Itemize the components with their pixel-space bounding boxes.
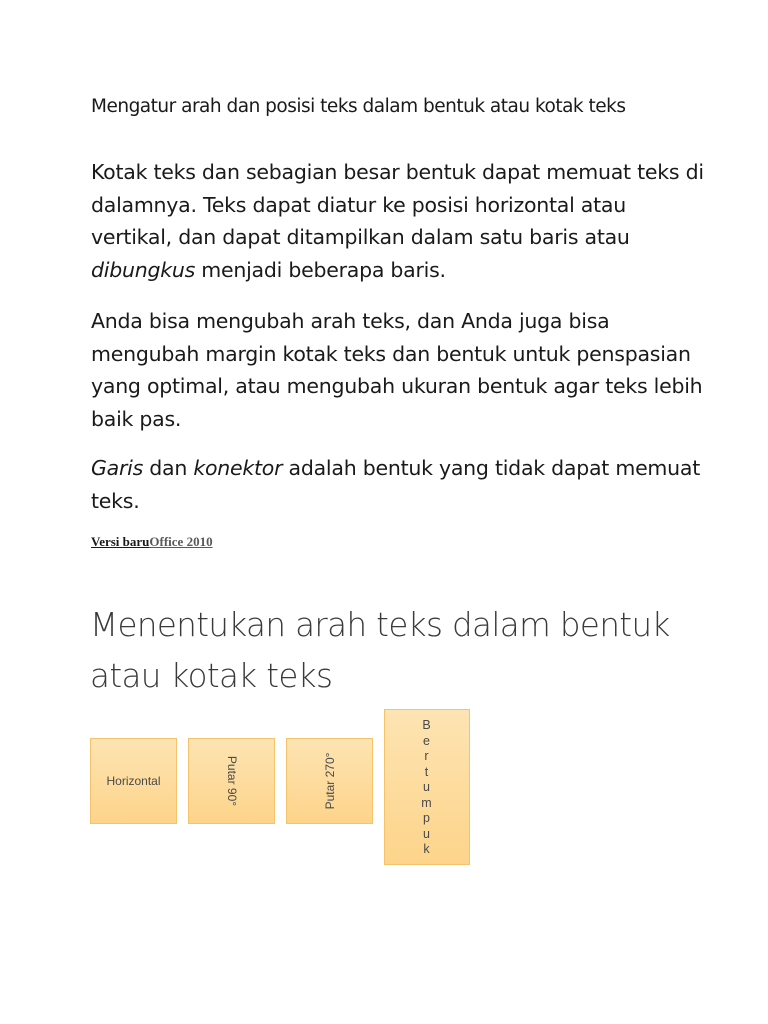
section-heading: Menentukan arah teks dalam bentuk atau kotak teks: [90, 606, 670, 695]
stacked-letter: k: [423, 842, 431, 856]
intro-paragraph: [91, 156, 711, 286]
stacked-letter: p: [423, 811, 431, 825]
subheading: Mengatur arah dan posisi teks dalam bentuk atau kotak teks: [91, 96, 626, 117]
lines-text-end: adalah bentuk yang tidak dapat memuat teks.: [91, 456, 700, 513]
stacked-letter: e: [423, 733, 431, 748]
intro-italic-term: dibungkus: [91, 257, 196, 282]
intro-text: Kotak teks dan sebagian besar bentuk dapat memuat teks di dalamnya. Teks dapat diatur ke posisi horizontal atau vertikal, dan dapat ditampilkan dalam satu baris atau: [91, 160, 704, 249]
horizontal-label: Horizontal: [106, 774, 161, 788]
stacked-letter: u: [423, 780, 431, 794]
lines-text-mid: dan: [143, 456, 194, 480]
stacked-letter: m: [421, 795, 433, 810]
stacked-text-box: [384, 709, 470, 865]
stacked-letter: B: [422, 718, 432, 732]
intro-text-end: menjadi beberapa baris.: [195, 257, 446, 282]
lines-italic-term: Garis: [91, 456, 144, 480]
rotate-270-text-box: [286, 738, 373, 824]
direction-paragraph: Anda bisa mengubah arah teks, dan Anda juga bisa mengubah margin kotak teks dan bentuk untuk penspasian yang optimal, atau mengubah ukuran bentuk agar teks lebih baik pas.: [91, 309, 703, 431]
stacked-letter: r: [424, 749, 430, 763]
rotate-90-label: Putar 90°: [224, 755, 239, 807]
lines-paragraph: [91, 452, 711, 517]
stacked-letter: u: [423, 826, 431, 841]
rotate-90-text-box: [188, 738, 275, 824]
version-links: [91, 534, 213, 550]
office-2010-link[interactable]: Office 2010: [149, 534, 213, 549]
rotate-270-label: Putar 270°: [322, 752, 337, 810]
stacked-letter: t: [424, 764, 430, 779]
connectors-italic-term: konektor: [193, 456, 283, 480]
horizontal-text-box: [90, 738, 177, 824]
new-version-link[interactable]: Versi baru: [91, 534, 150, 549]
